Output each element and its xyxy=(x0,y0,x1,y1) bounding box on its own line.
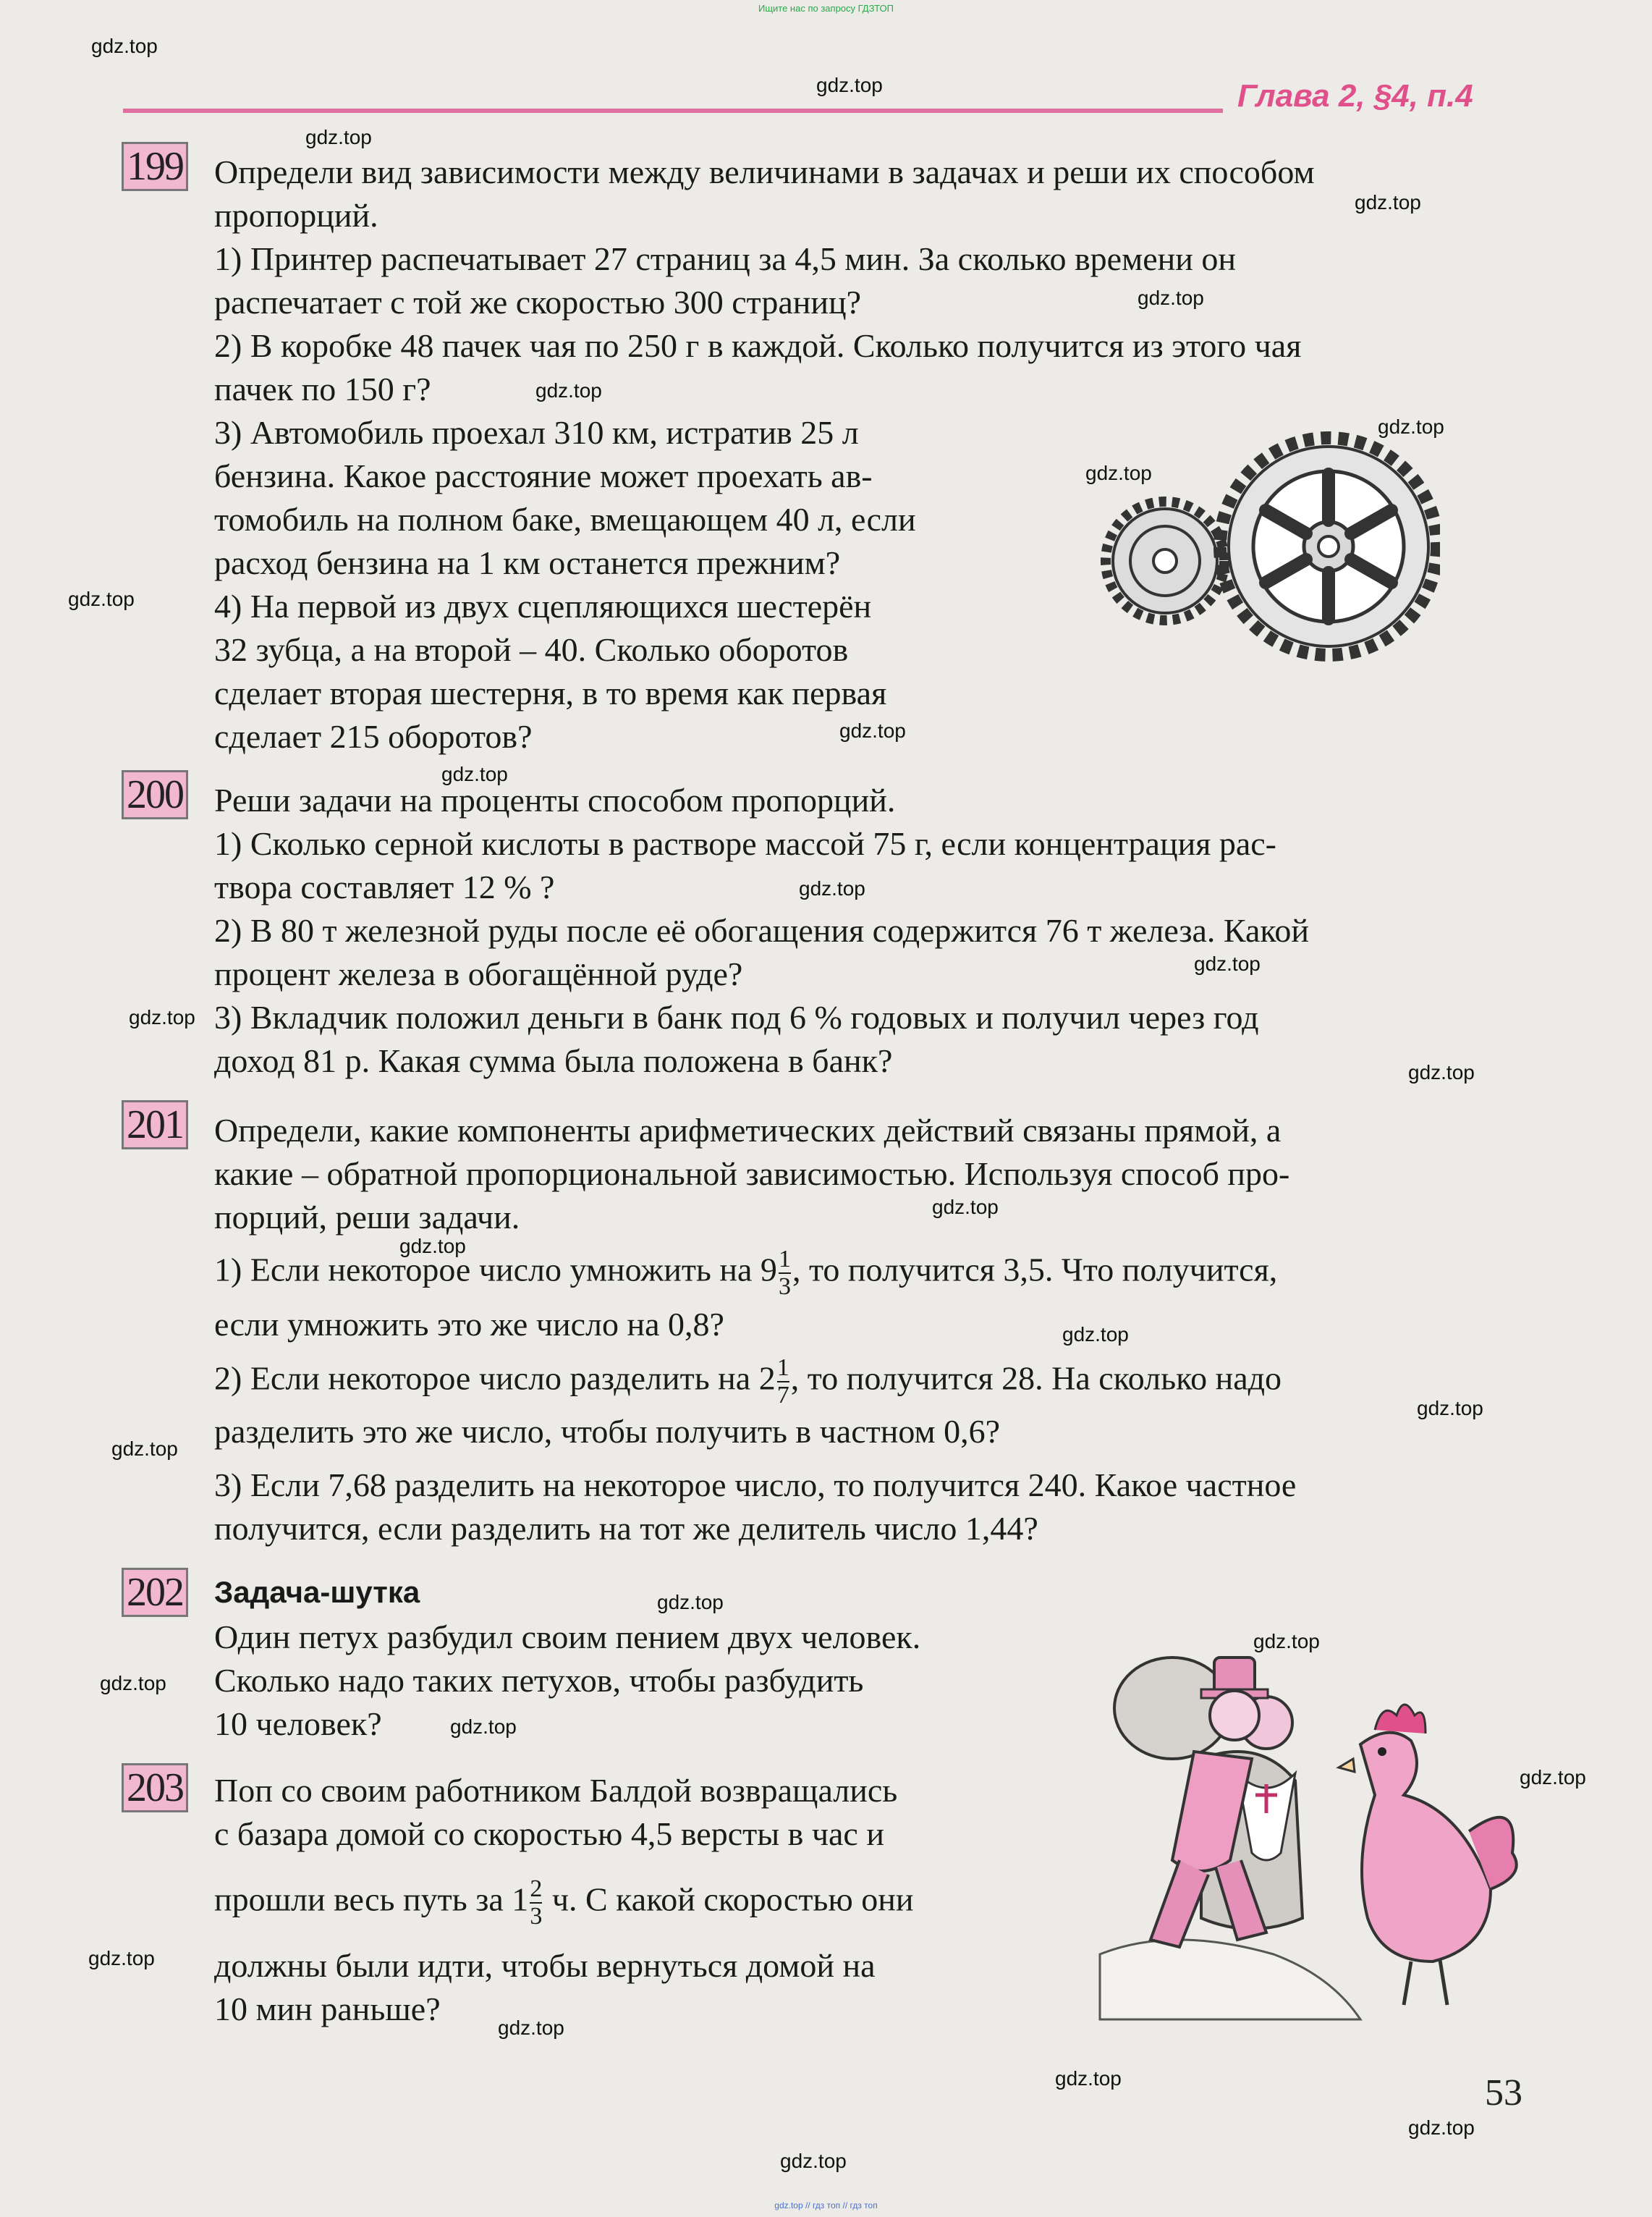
watermark: gdz.top xyxy=(1138,287,1204,309)
problem-text-line: Один петух разбудил своим пением двух человек. xyxy=(214,1618,921,1655)
fraction-numerator: 2 xyxy=(530,1875,543,1902)
problem-text-line: Определи вид зависимости между величинами в задачах и реши их способом xyxy=(214,153,1315,190)
problem-text-line: порций, реши задачи. xyxy=(214,1199,520,1236)
watermark: gdz.top xyxy=(816,74,883,96)
problem-text-line: 1) Принтер распечатывает 27 страниц за 4,5 мин. За сколько времени он xyxy=(214,240,1236,277)
watermark: gdz.top xyxy=(932,1196,999,1218)
problem-number: 200 xyxy=(122,770,188,819)
large-gear-icon xyxy=(1220,438,1437,655)
fraction xyxy=(779,1246,791,1300)
problem-text-line: с базара домой со скоростью 4,5 версты в час и xyxy=(214,1815,884,1852)
watermark: gdz.top xyxy=(399,1235,466,1257)
footer-links: gdz.top // гдз топ // гдз топ xyxy=(774,2200,878,2210)
problem-number: 202 xyxy=(122,1568,188,1617)
fraction xyxy=(530,1876,542,1930)
watermark: gdz.top xyxy=(91,35,158,57)
problem-text-line: бензина. Какое расстояние может проехать ав- xyxy=(214,457,873,494)
chapter-heading: Глава 2, §4, п.4 xyxy=(1237,78,1473,114)
problem-text-line: 4) На первой из двух сцепляющихся шестерён xyxy=(214,588,872,625)
watermark: gdz.top xyxy=(1378,415,1444,438)
problem-text-line: разделить это же число, чтобы получить в частном 0,6? xyxy=(214,1413,1000,1450)
watermark: gdz.top xyxy=(1408,1061,1475,1084)
problem-text-line: процент железа в обогащённой руде? xyxy=(214,955,743,992)
problem-text-line: расход бензина на 1 км останется прежним? xyxy=(214,544,841,581)
problem-text-line: сделает 215 оборотов? xyxy=(214,718,533,755)
problem-text-line: какие – обратной пропорциональной зависимостью. Используя способ про- xyxy=(214,1155,1290,1192)
fraction-denominator: 7 xyxy=(776,1382,789,1409)
watermark: gdz.top xyxy=(1194,953,1261,975)
watermark: gdz.top xyxy=(1253,1630,1320,1652)
problem-text-line: 3) Вкладчик положил деньги в банк под 6 % годовых и получил через год xyxy=(214,999,1259,1036)
watermark: gdz.top xyxy=(129,1006,195,1029)
problem-text-line: 1) Сколько серной кислоты в растворе массой 75 г, если концентрация рас- xyxy=(214,825,1277,862)
text-segment: прошли весь путь за 1 xyxy=(214,1880,529,1918)
watermark: gdz.top xyxy=(498,2017,564,2039)
problem-text-line xyxy=(214,1246,1277,1300)
problem-text-line: Реши задачи на проценты способом пропорций. xyxy=(214,782,896,819)
problem-text-line xyxy=(214,1876,914,1930)
problem-text-line: 3) Автомобиль проехал 310 км, истратив 25 л xyxy=(214,414,859,451)
problem-text-line: получится, если разделить на тот же делитель число 1,44? xyxy=(214,1510,1038,1547)
watermark: gdz.top xyxy=(1085,462,1152,484)
problem-text-line: Поп со своим работником Балдой возвращались xyxy=(214,1772,898,1809)
problem-text-line: 2) В коробке 48 пачек чая по 250 г в каждой. Сколько получится из этого чая xyxy=(214,327,1302,364)
watermark: gdz.top xyxy=(1417,1397,1483,1419)
problem-text-line xyxy=(214,1355,1282,1409)
small-gear-icon xyxy=(1106,502,1224,620)
problem-text-line: пропорций. xyxy=(214,197,378,234)
watermark: gdz.top xyxy=(657,1591,724,1613)
problem-text-line: 10 человек? xyxy=(214,1705,382,1742)
fraction-denominator: 3 xyxy=(778,1273,791,1300)
watermark: gdz.top xyxy=(780,2150,847,2172)
watermark: gdz.top xyxy=(1520,1766,1586,1789)
rooster-icon xyxy=(1339,1705,1517,2005)
problem-text-line: Определи, какие компоненты арифметических действий связаны прямой, а xyxy=(214,1112,1282,1149)
watermark: gdz.top xyxy=(1055,2067,1122,2090)
problem-text-line: 2) В 80 т железной руды после её обогащения содержится 76 т железа. Какой xyxy=(214,912,1310,949)
watermark: gdz.top xyxy=(1062,1323,1129,1346)
pop-and-rooster-illustration xyxy=(1085,1614,1534,2034)
problem-text-line: пачек по 150 г? xyxy=(214,371,431,407)
problem-title: Задача-шутка xyxy=(214,1575,420,1609)
watermark: gdz.top xyxy=(441,763,508,785)
problem-number: 199 xyxy=(122,142,188,191)
problem-text-line: доход 81 р. Какая сумма была положена в банк? xyxy=(214,1042,893,1079)
watermark: gdz.top xyxy=(305,126,372,148)
problem-text-line: твора составляет 12 % ? xyxy=(214,869,555,905)
problem-text-line: сделает вторая шестерня, в то время как первая xyxy=(214,675,887,711)
watermark: gdz.top xyxy=(1408,2116,1475,2139)
problem-text-line: 3) Если 7,68 разделить на некоторое число, то получится 240. Какое частное xyxy=(214,1466,1297,1503)
text-segment: , то получится 28. На сколько надо xyxy=(790,1359,1282,1397)
problem-text-line: распечатает с той же скоростью 300 страниц? xyxy=(214,284,862,321)
problem-text-line: 32 зубца, а на второй – 40. Сколько оборотов xyxy=(214,631,849,668)
watermark: gdz.top xyxy=(1355,191,1421,214)
fraction xyxy=(777,1355,789,1409)
fraction-numerator: 1 xyxy=(778,1246,791,1272)
problem-text-line: 10 мин раньше? xyxy=(214,1990,441,2027)
watermark: gdz.top xyxy=(839,719,906,742)
problem-text-line: если умножить это же число на 0,8? xyxy=(214,1306,724,1343)
problem-text-line: томобиль на полном баке, вмещающем 40 л, если xyxy=(214,501,916,538)
text-segment: , то получится 3,5. Что получится, xyxy=(792,1251,1278,1288)
page-number: 53 xyxy=(1485,2072,1522,2113)
problem-number: 203 xyxy=(122,1763,188,1812)
problem-text-line: Сколько надо таких петухов, чтобы разбудить xyxy=(214,1662,864,1699)
watermark: gdz.top xyxy=(88,1947,155,1969)
problem-number: 201 xyxy=(122,1100,188,1149)
watermark: gdz.top xyxy=(100,1672,166,1694)
watermark: gdz.top xyxy=(111,1437,178,1460)
watermark: gdz.top xyxy=(450,1715,517,1738)
watermark: gdz.top xyxy=(535,379,602,402)
header-rule xyxy=(123,109,1223,113)
text-segment: 2) Если некоторое число разделить на 2 xyxy=(214,1359,776,1397)
text-segment: 1) Если некоторое число умножить на 9 xyxy=(214,1251,777,1288)
search-hint: Ищите нас по запросу ГДЗТОП xyxy=(758,3,894,14)
fraction-denominator: 3 xyxy=(530,1903,543,1930)
watermark: gdz.top xyxy=(799,877,865,900)
problem-text-line: должны были идти, чтобы вернуться домой на xyxy=(214,1947,876,1984)
gears-illustration xyxy=(1093,420,1440,666)
watermark: gdz.top xyxy=(68,588,135,610)
fraction-numerator: 1 xyxy=(776,1354,789,1381)
text-segment: ч. С какой скоростью они xyxy=(543,1880,914,1918)
